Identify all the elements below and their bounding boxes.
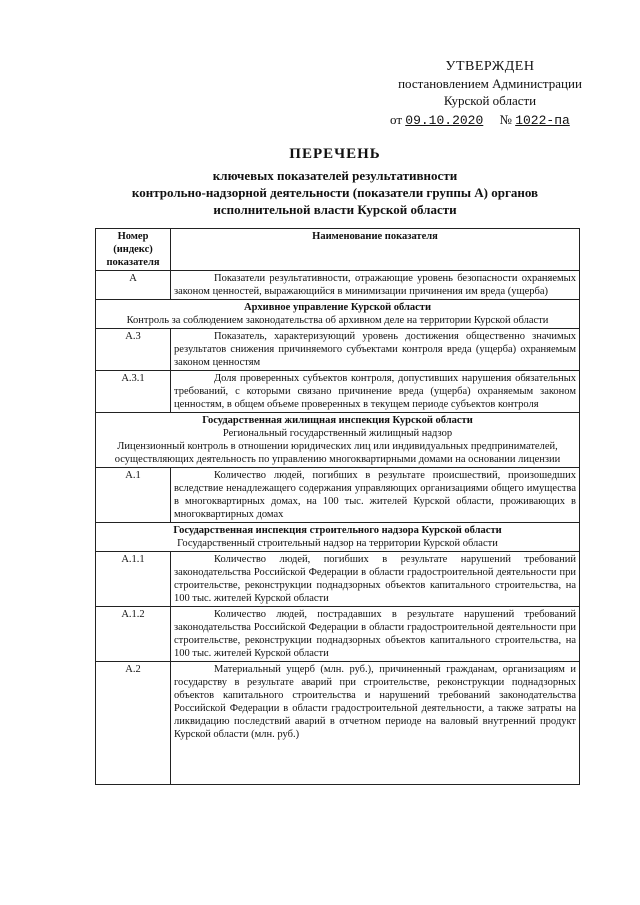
row-text: Доля проверенных субъектов контроля, допустивших нарушения обязательных требований, с которыми связано причинение вреда (ущерба) охраняемым законом ценностям, в общем объеме проверенных в текущем периоде субъектов контроля xyxy=(171,371,580,413)
row-number: А.1.1 xyxy=(96,552,171,607)
table-row xyxy=(96,329,580,371)
from-label: от xyxy=(390,112,403,127)
heading-line-1: ключевых показателей результативности xyxy=(212,168,458,183)
approval-block xyxy=(370,58,610,129)
section-title: Архивное управление Курской области xyxy=(243,302,432,313)
section-row xyxy=(96,523,580,552)
row-text: Количество людей, погибших в результате нарушений требований законодательства Российской Федерации в области градостроительной деятельности при строительстве, реконструкции поднадзорных объектов капитального строительства, на 100 тыс. жителей Курской области xyxy=(171,552,580,607)
header-name: Наименование показателя xyxy=(171,229,580,271)
indicators-table xyxy=(95,228,580,785)
heading-title: ПЕРЕЧЕНЬ xyxy=(289,146,381,162)
table-row xyxy=(96,552,580,607)
row-text: Показатели результативности, отражающие уровень безопасности охраняемых законом ценностей, выражающийся в минимизации причинения им вреда (ущерба) xyxy=(171,271,580,300)
table-row xyxy=(96,371,580,413)
table-row xyxy=(96,271,580,300)
approval-number-line xyxy=(390,111,610,129)
approval-line-1: постановлением Администрации xyxy=(398,76,582,91)
row-number: А.1 xyxy=(96,468,171,523)
section-archive xyxy=(96,300,580,329)
row-number: А.1.2 xyxy=(96,607,171,662)
number-label: № xyxy=(499,112,512,127)
row-number: А.2 xyxy=(96,662,171,785)
approval-number: 1022-па xyxy=(515,113,570,128)
heading-line-3: исполнительной власти Курской области xyxy=(213,202,457,217)
table-row xyxy=(96,468,580,523)
document-heading xyxy=(70,146,600,218)
row-text: Показатель, характеризующий уровень достижения общественно значимых результатов снижения причиняемого субъектами контроля вреда (ущерба) охраняемым законом ценностям xyxy=(171,329,580,371)
approval-title: УТВЕРЖДЕН xyxy=(445,59,535,74)
table-row xyxy=(96,662,580,785)
section-construction xyxy=(96,523,580,552)
section-title: Государственная жилищная инспекция Курской области xyxy=(202,415,473,426)
section-row xyxy=(96,300,580,329)
row-text: Количество людей, погибших в результате происшествий, произошедших вследствие ненадлежащего содержания управляющих организациями общего имущества в многоквартирных домах, на 100 тыс. жителей Курской области, проживающих в многоквартирных домах xyxy=(171,468,580,523)
approval-date: 09.10.2020 xyxy=(405,113,484,128)
approval-line-2: Курской области xyxy=(443,93,537,108)
table-header-row xyxy=(96,229,580,271)
row-number: А xyxy=(96,271,171,300)
row-number: А.3 xyxy=(96,329,171,371)
row-number: А.3.1 xyxy=(96,371,171,413)
section-title: Государственная инспекция строительного надзора Курской области xyxy=(173,525,502,536)
section-subtitle: Региональный государственный жилищный надзор xyxy=(222,428,453,439)
header-number: Номер (индекс) показателя xyxy=(96,229,171,271)
section-row xyxy=(96,413,580,468)
section-housing xyxy=(96,413,580,468)
table-row xyxy=(96,607,580,662)
section-subtitle: Государственный строительный надзор на территории Курской области xyxy=(177,538,498,549)
heading-line-2: контрольно-надзорной деятельности (показатели группы А) органов xyxy=(131,185,539,200)
section-subtitle-2: Лицензионный контроль в отношении юридических лиц или индивидуальных предпринимателей, осуществляющих деятельность по управлению многоквартирными домами на основании лицензии xyxy=(114,441,561,465)
section-subtitle: Контроль за соблюдением законодательства об архивном деле на территории Курской области xyxy=(126,315,549,326)
row-text: Материальный ущерб (млн. руб.), причиненный гражданам, организациям и государству в результате аварий при строительстве, реконструкции поднадзорных объектов капитального строительства и нарушений требований законодательства Российской Федерации в области градостроительной деятельности, а также затраты на ликвидацию последствий аварий в отчетном периоде на валовый внутренний продукт Курской области (млн. руб.) xyxy=(171,662,580,785)
row-text: Количество людей, пострадавших в результате нарушений требований законодательства Российской Федерации в области градостроительной деятельности при строительстве, реконструкции поднадзорных объектов капитального строительства, на 100 тыс. жителей Курской области xyxy=(171,607,580,662)
